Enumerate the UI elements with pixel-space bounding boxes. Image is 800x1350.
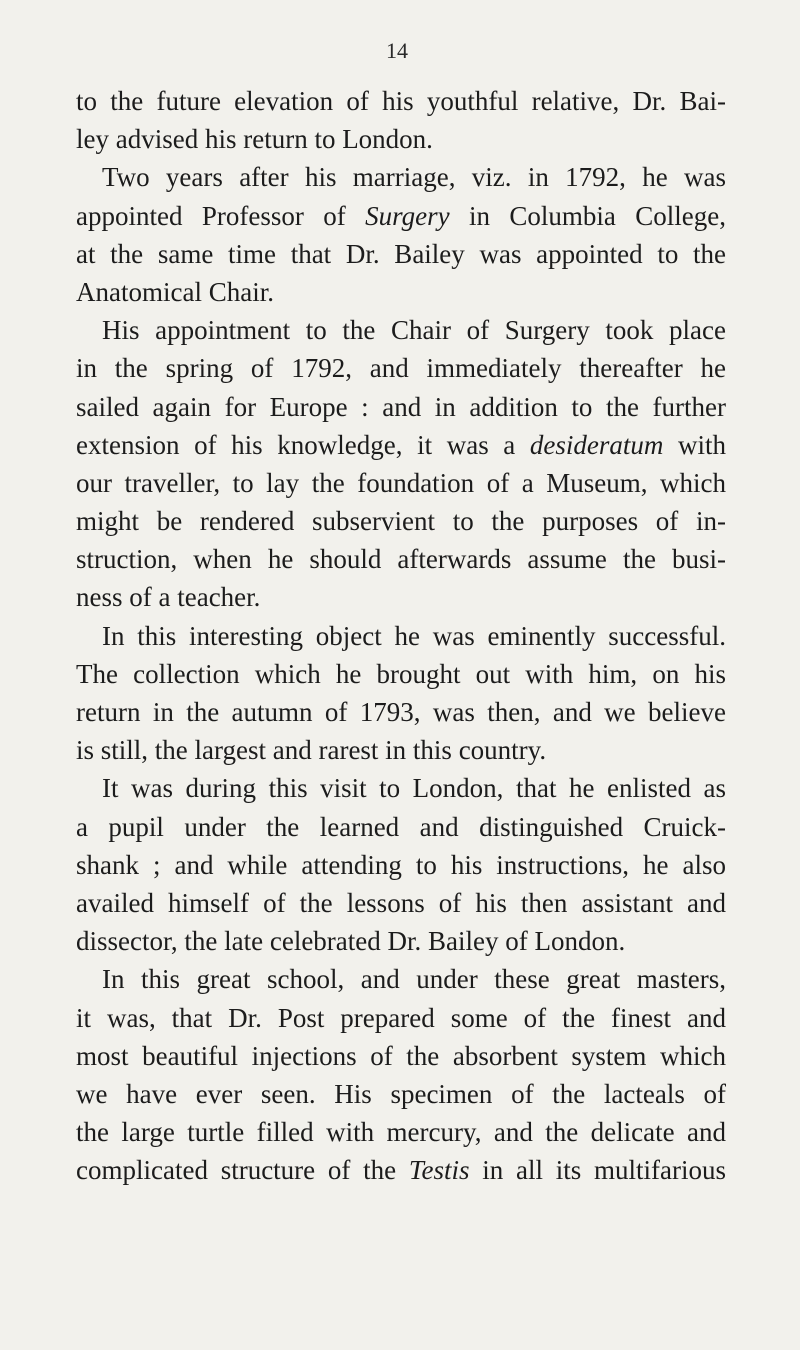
text-segment: to the future elevation of his youthful relative, Dr. Bai- <box>76 86 726 116</box>
text-line <box>76 617 726 655</box>
text-segment: sailed again for Europe : and in addition to the further <box>76 391 726 422</box>
text-segment: Two years after his marriage, viz. in 1792, he was <box>102 162 726 193</box>
text-segment: in all its multifarious <box>469 1155 726 1186</box>
text-line <box>76 1151 726 1189</box>
text-line <box>76 655 726 693</box>
text-segment: The collection which he brought out with him, on his <box>76 658 726 689</box>
text-segment: ley advised his return to London. <box>76 124 433 155</box>
text-segment: It was during this visit to London, that he enlisted as <box>102 773 726 804</box>
text-segment: Anatomical Chair. <box>76 276 274 307</box>
text-line <box>76 884 726 922</box>
text-segment: might be rendered subservient to the purposes of in- <box>76 506 726 537</box>
text-line <box>76 731 726 769</box>
text-line <box>76 960 726 998</box>
text-segment: our traveller, to lay the foundation of a Museum, which <box>76 467 726 498</box>
text-segment: In this interesting object he was eminently successful. <box>102 620 726 651</box>
text-line <box>76 808 726 846</box>
text-segment: the large turtle filled with mercury, and the delicate and <box>76 1117 726 1148</box>
text-line <box>76 502 726 540</box>
text-segment: at the same time that Dr. Bailey was appointed to the <box>76 238 726 269</box>
page-number: 14 <box>386 38 408 63</box>
text-segment: availed himself of the lessons of his then assistant and <box>76 887 726 918</box>
text-segment: a pupil under the learned and distinguished Cruick- <box>76 811 726 842</box>
text-segment: In this great school, and under these great masters, <box>102 964 726 995</box>
text-segment: ness of a teacher. <box>76 582 261 613</box>
text-line <box>76 578 726 616</box>
text-line <box>76 82 726 120</box>
text-line <box>76 235 726 273</box>
text-line <box>76 999 726 1037</box>
text-line <box>76 693 726 731</box>
text-segment: return in the autumn of 1793, was then, and we believe <box>76 697 726 727</box>
text-line <box>76 769 726 807</box>
text-segment: most beautiful injections of the absorbent system which <box>76 1040 726 1071</box>
text-line <box>76 1075 726 1113</box>
text-line <box>76 846 726 884</box>
body-text <box>76 82 726 1189</box>
italic-text: Surgery <box>365 200 450 231</box>
text-line <box>76 540 726 578</box>
text-line <box>76 311 726 349</box>
text-segment: struction, when he should afterwards assume the busi- <box>76 544 726 575</box>
text-segment: His appointment to the Chair of Surgery took place <box>102 315 726 346</box>
text-segment: it was, that Dr. Post prepared some of the finest and <box>76 1002 726 1033</box>
italic-text: desideratum <box>529 429 664 460</box>
text-segment: complicated structure of the <box>76 1155 409 1186</box>
text-segment: appointed Professor of <box>76 200 366 231</box>
text-line <box>76 1037 726 1075</box>
text-line <box>76 158 726 196</box>
text-line <box>76 388 726 426</box>
text-line <box>76 120 726 158</box>
text-segment: extension of his knowledge, it was a <box>76 429 530 460</box>
text-segment: is still, the largest and rarest in this country. <box>76 735 547 766</box>
text-line <box>76 464 726 502</box>
text-line <box>76 273 726 311</box>
text-line <box>76 1113 726 1151</box>
text-segment: shank ; and while attending to his instructions, he also <box>76 849 726 880</box>
text-segment: in Columbia College, <box>449 200 726 231</box>
italic-text: Testis <box>408 1155 470 1186</box>
text-segment: with <box>663 429 726 460</box>
text-line <box>76 922 726 960</box>
text-line <box>76 349 726 387</box>
text-segment: dissector, the late celebrated Dr. Bailey of London. <box>76 926 626 957</box>
text-segment: we have ever seen. His specimen of the lacteals of <box>76 1078 726 1109</box>
text-line <box>76 426 726 464</box>
text-line <box>76 197 726 235</box>
text-segment: in the spring of 1792, and immediately thereafter he <box>76 353 726 384</box>
